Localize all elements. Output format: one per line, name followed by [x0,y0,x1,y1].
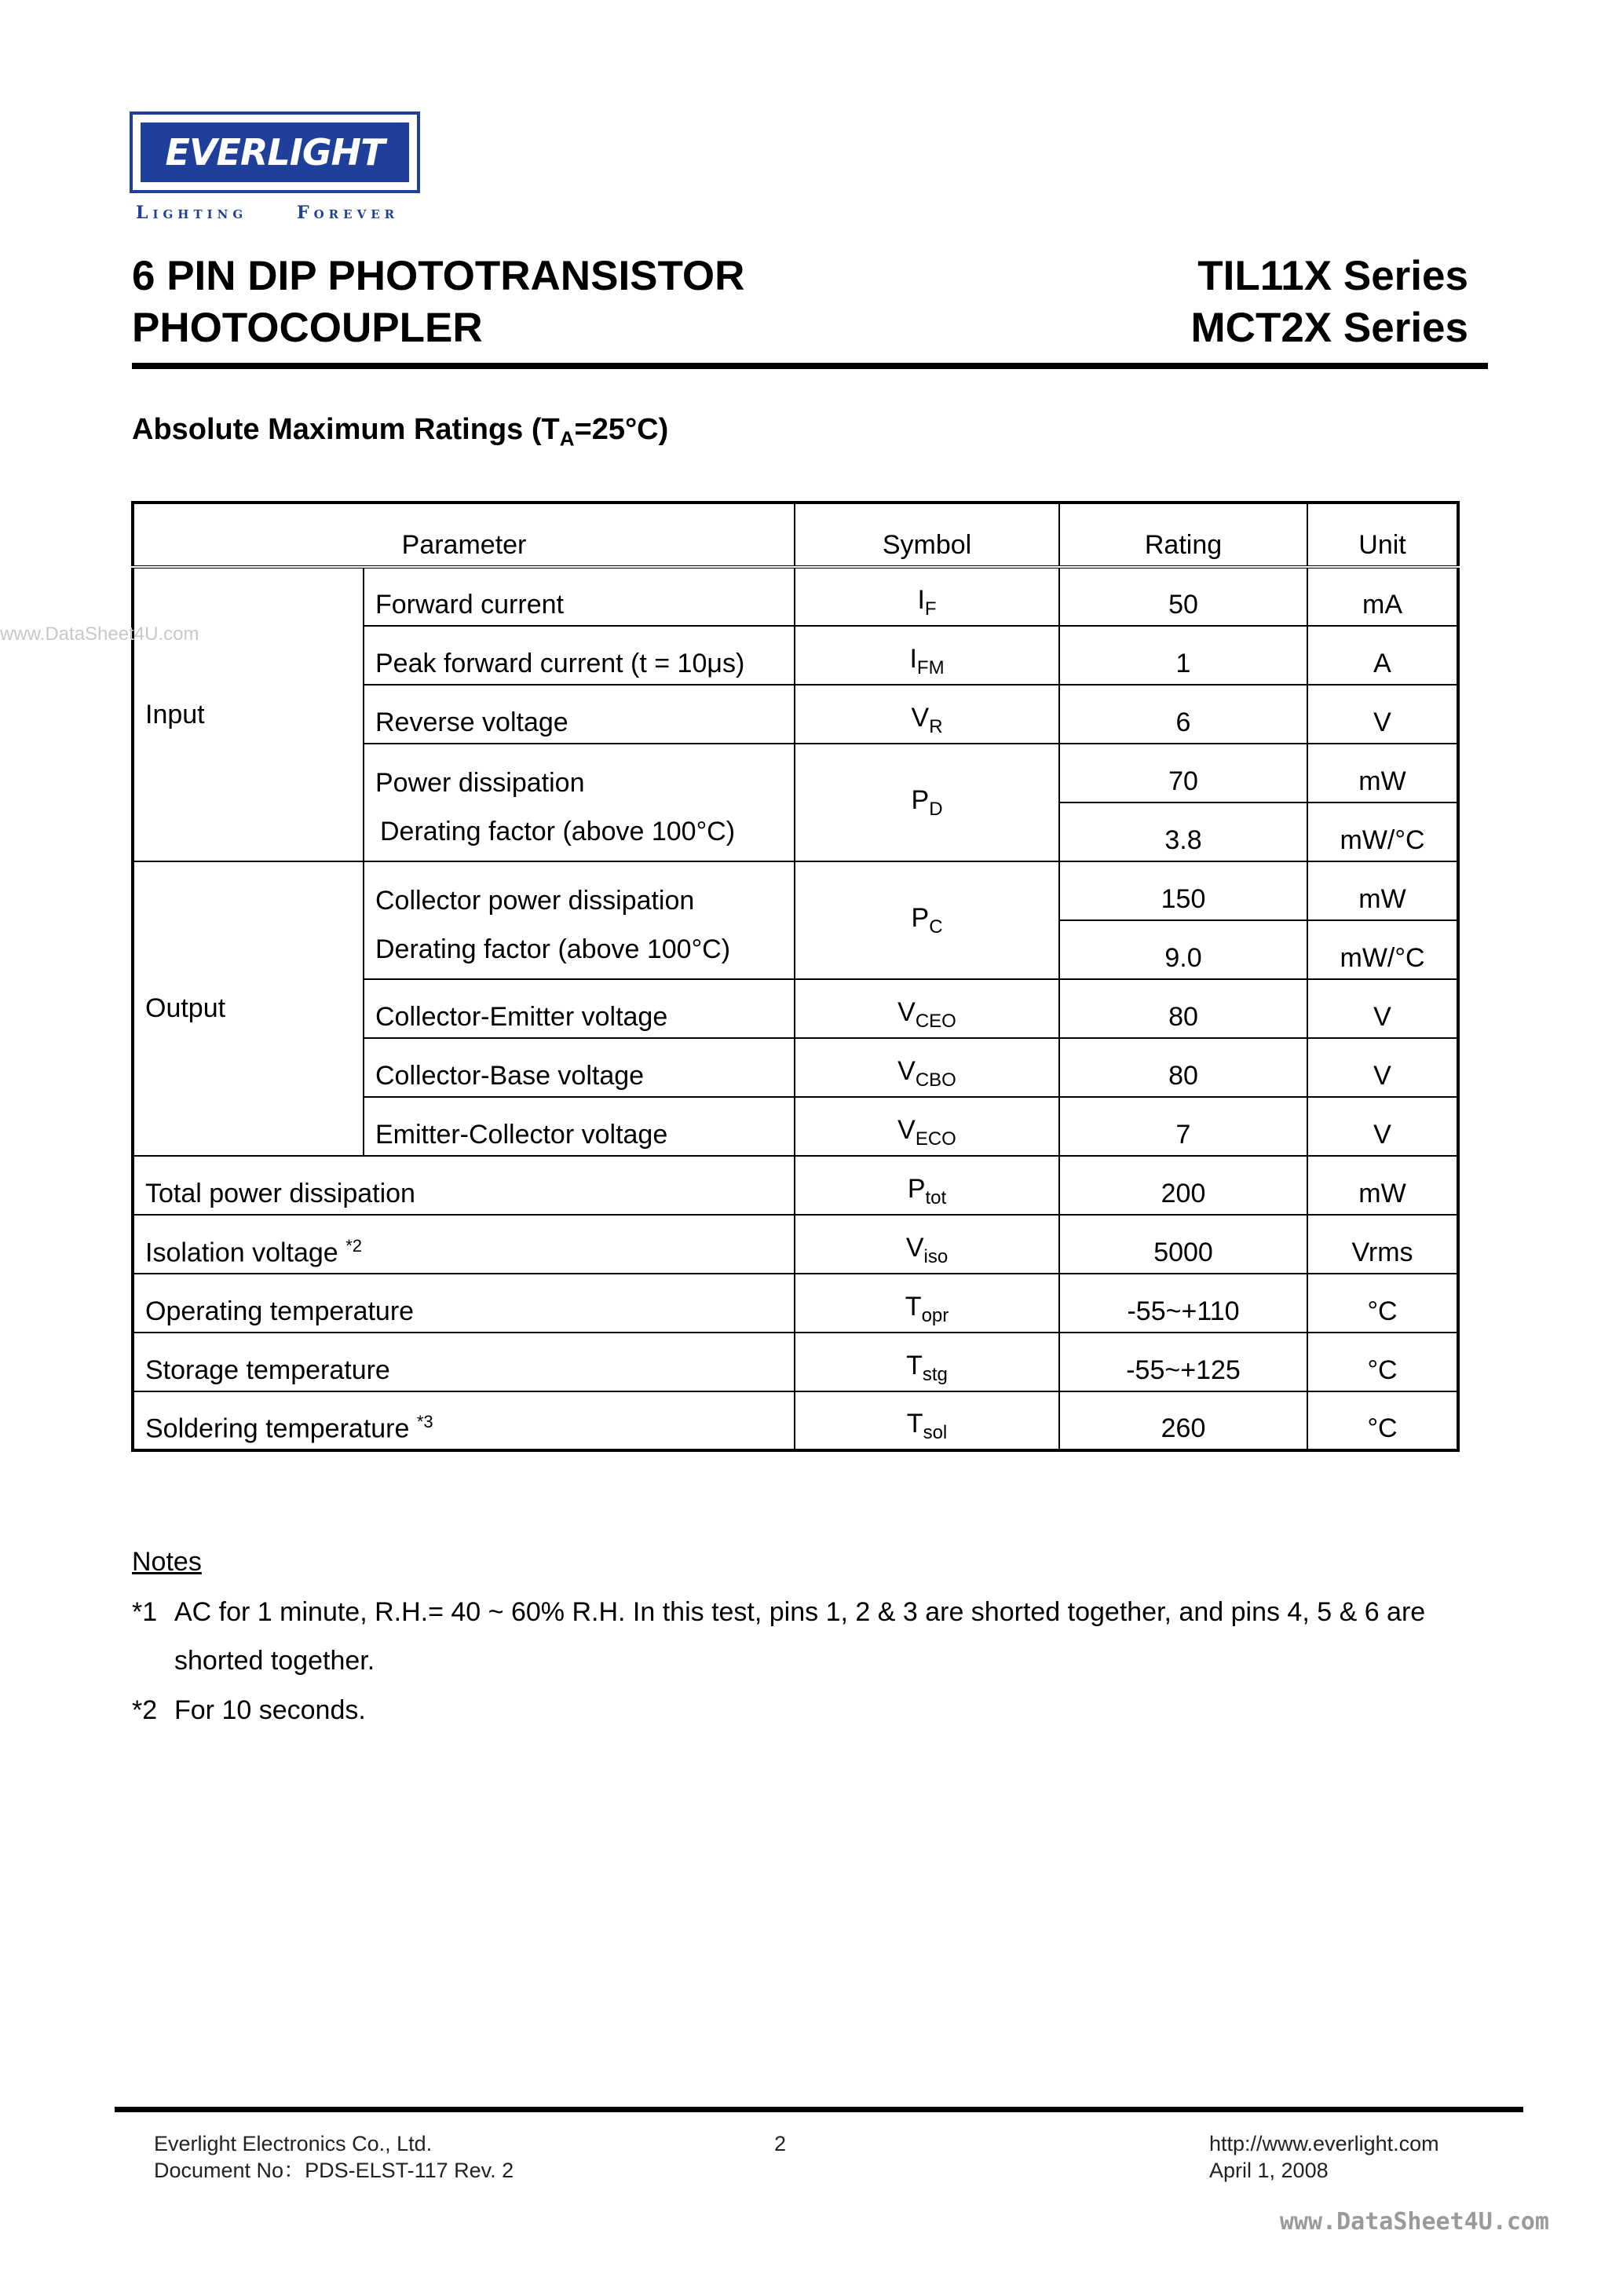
param-line: Collector power dissipation [375,886,695,916]
symbol-cell: $P_{tot}$ [795,1156,1059,1215]
rating-cell: -55~+110 [1059,1274,1307,1333]
unit-cell: mW/°C [1307,803,1458,861]
symbol-cell: $T_{opr}$ [795,1274,1059,1333]
watermark-bottom: www.DataSheet4U.com [1279,2208,1549,2236]
table-row [133,1274,1458,1333]
symbol-cell: $I_F$ [795,567,1059,626]
series-title-line-2: MCT2X Series [1190,305,1468,351]
rating-cell: -55~+125 [1059,1333,1307,1391]
series-title-line-1: TIL11X Series [1197,253,1468,299]
unit-cell: mW/°C [1307,920,1458,979]
header-unit: Unit [1307,503,1458,567]
param-cell: Collector-Emitter voltage [364,979,795,1038]
unit-cell: °C [1307,1333,1458,1391]
rating-cell: 9.0 [1059,920,1307,979]
param-line: Derating factor (above 100°C) [375,934,731,964]
param-cell: Forward current [364,567,795,626]
param-line: Derating factor (above 100°C) [380,817,736,846]
table-header-row [133,503,1458,567]
symbol-cell: $T_{sol}$ [795,1391,1059,1450]
param-cell: Peak forward current (t = 10μs) [364,626,795,685]
heading-text-end: =25°C) [574,413,669,446]
unit-cell: V [1307,979,1458,1038]
header-symbol: Symbol [795,503,1059,567]
logo-wordmark: EVERLIGHT [165,131,385,174]
footer-company: Everlight Electronics Co., Ltd. [154,2132,433,2155]
table-row [133,1391,1458,1450]
rating-cell: 50 [1059,567,1307,626]
footnote-ref: *3 [416,1411,433,1431]
note-text: For 10 seconds. [174,1695,366,1725]
footer-divider [115,2107,1523,2112]
unit-cell: Vrms [1307,1215,1458,1274]
rating-cell: 80 [1059,1038,1307,1097]
param-cell: Total power dissipation [133,1156,795,1215]
header-parameter: Parameter [133,503,795,567]
notes-title: Notes [132,1547,202,1577]
symbol-cell: $V_{CBO}$ [795,1038,1059,1097]
logo-tagline-forever: Forever [297,203,400,223]
param-cell: Operating temperature [133,1274,795,1333]
unit-cell: V [1307,1038,1458,1097]
symbol-cell: $I_{FM}$ [795,626,1059,685]
unit-cell: mW [1307,861,1458,920]
table-row [133,1333,1458,1391]
param-cell: Soldering temperature $^{*3}$ [133,1391,795,1450]
unit-cell: mW [1307,744,1458,803]
rating-cell: 7 [1059,1097,1307,1156]
unit-cell: V [1307,1097,1458,1156]
logo-plate [141,122,409,182]
param-cell [364,861,795,979]
note-marker: *2 [132,1695,158,1725]
footer-url[interactable]: http://www.everlight.com [1209,2132,1439,2155]
watermark-top: www.DataSheet4U.com [0,623,199,645]
header-rating: Rating [1059,503,1307,567]
footer-document-number: Document No：PDS-ELST-117 Rev. 2 [154,2159,514,2182]
rating-cell: 1 [1059,626,1307,685]
product-title-line-2: PHOTOCOUPLER [132,305,483,351]
table-row [133,861,1458,920]
unit-cell: °C [1307,1274,1458,1333]
title-divider [132,363,1488,369]
rating-cell: 3.8 [1059,803,1307,861]
group-input: Input [133,567,364,861]
param-line: Power dissipation [375,768,585,798]
unit-cell: A [1307,626,1458,685]
param-cell: Reverse voltage [364,685,795,744]
rating-cell: 5000 [1059,1215,1307,1274]
rating-cell: 6 [1059,685,1307,744]
unit-cell: mA [1307,567,1458,626]
table-row [133,1215,1458,1274]
rating-cell: 200 [1059,1156,1307,1215]
note-text: AC for 1 minute, R.H.= 40 ~ 60% R.H. In this test, pins 1, 2 & 3 are shorted together, and pins 4, 5 & 6 are shorted together. [174,1597,1426,1676]
absolute-maximum-ratings-table [131,501,1460,1452]
rating-cell: 70 [1059,744,1307,803]
heading-text: Absolute Maximum Ratings (T [132,413,560,446]
table-row [133,1156,1458,1215]
rating-cell: 260 [1059,1391,1307,1450]
symbol-cell: $V_R$ [795,685,1059,744]
unit-cell: °C [1307,1391,1458,1450]
param-cell: Storage temperature [133,1333,795,1391]
footnote-ref: *2 [345,1235,362,1256]
table-row [133,567,1458,626]
unit-cell: mW [1307,1156,1458,1215]
symbol-cell: $V_{ECO}$ [795,1097,1059,1156]
heading-subscript: A [559,426,575,451]
rating-cell: 150 [1059,861,1307,920]
group-output: Output [133,861,364,1156]
symbol-cell: $V_{iso}$ [795,1215,1059,1274]
footer-date: April 1, 2008 [1209,2159,1329,2182]
symbol-cell: $P_D$ [795,744,1059,861]
logo-tagline-lighting: Lighting [136,203,248,223]
symbol-cell: $T_{stg}$ [795,1333,1059,1391]
everlight-logo [130,112,420,193]
note-marker: *1 [132,1597,158,1627]
product-title-line-1: 6 PIN DIP PHOTOTRANSISTOR [132,253,745,299]
param-cell: Isolation voltage $^{*2}$ [133,1215,795,1274]
rating-cell: 80 [1059,979,1307,1038]
symbol-cell: $V_{CEO}$ [795,979,1059,1038]
symbol-cell: $P_C$ [795,861,1059,979]
param-cell: Emitter-Collector voltage [364,1097,795,1156]
page-number: 2 [774,2132,787,2155]
param-cell: Collector-Base voltage [364,1038,795,1097]
unit-cell: V [1307,685,1458,744]
note-2 [132,1686,366,1735]
section-heading [132,413,668,452]
param-cell [364,744,795,861]
note-1 [132,1588,1467,1685]
